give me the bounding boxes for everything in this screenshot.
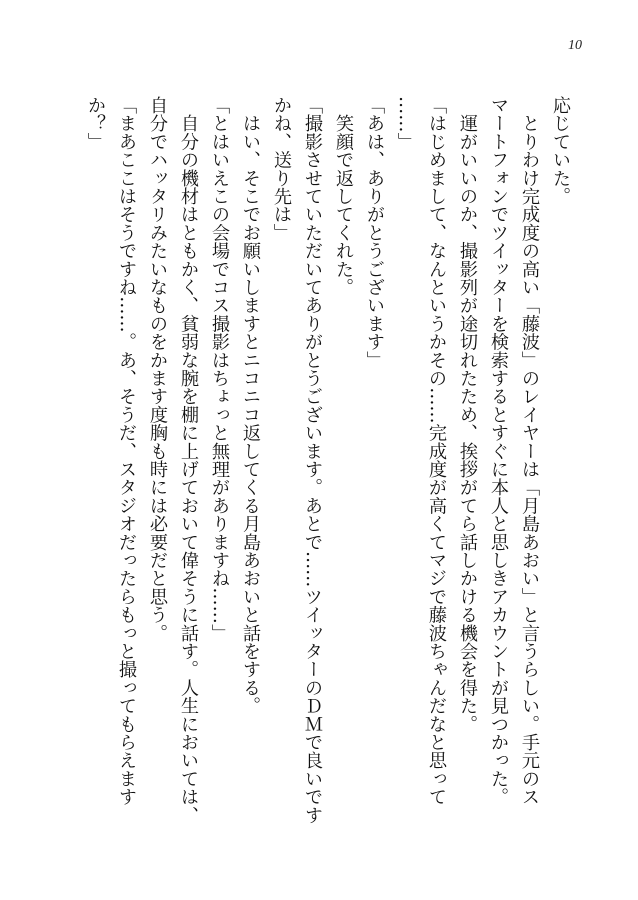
text-line: 「はじめまして、なんというかその……完成度が高くてマジで藤波ちゃんだなと思って <box>426 96 447 806</box>
text-line: 「あは、ありがとうございます」 <box>364 96 385 369</box>
page-number: 10 <box>568 38 582 53</box>
text-line: 「とはいえこの会場でコス撮影はちょっと無理がありますね……」 <box>209 96 230 642</box>
text-line: 運がいいのか、撮影列が途切れたため、挨拶がてら話しかける機会を得た。 <box>457 96 478 733</box>
text-line: 「撮影させていただいてありがとうございます。あとで……ツイッターのＤＭで良いです <box>302 96 323 824</box>
text-line: 自分の機材はともかく、貧弱な腕を棚に上げておいて偉そうに話す。人生においては、 <box>178 96 199 824</box>
text-line: とりわけ完成度の高い「藤波」のレイヤーは「月島あおい」と言うらしい。手元のス <box>519 96 540 806</box>
text-line: かね、送り先は」 <box>271 96 292 242</box>
text-line: 「まあここはそうですね……。あ、そうだ、スタジオだったらもっと撮ってもらえます <box>116 96 137 806</box>
text-line: マートフォンでツイッターを検索するとすぐに本人と思しきアカウントが見つかった。 <box>488 96 509 806</box>
text-line: 笑顔で返してくれた。 <box>333 96 354 297</box>
text-line: か？」 <box>85 96 106 151</box>
text-line: はい、そこでお願いしますとニコニコ返してくる月島あおいと話をする。 <box>240 96 261 715</box>
text-line: 自分でハッタリみたいなものをかます度胸も時には必要だと思う。 <box>147 96 168 642</box>
text-line: ……」 <box>395 96 416 151</box>
text-line: 応じていた。 <box>550 96 571 206</box>
body-text <box>80 96 576 866</box>
